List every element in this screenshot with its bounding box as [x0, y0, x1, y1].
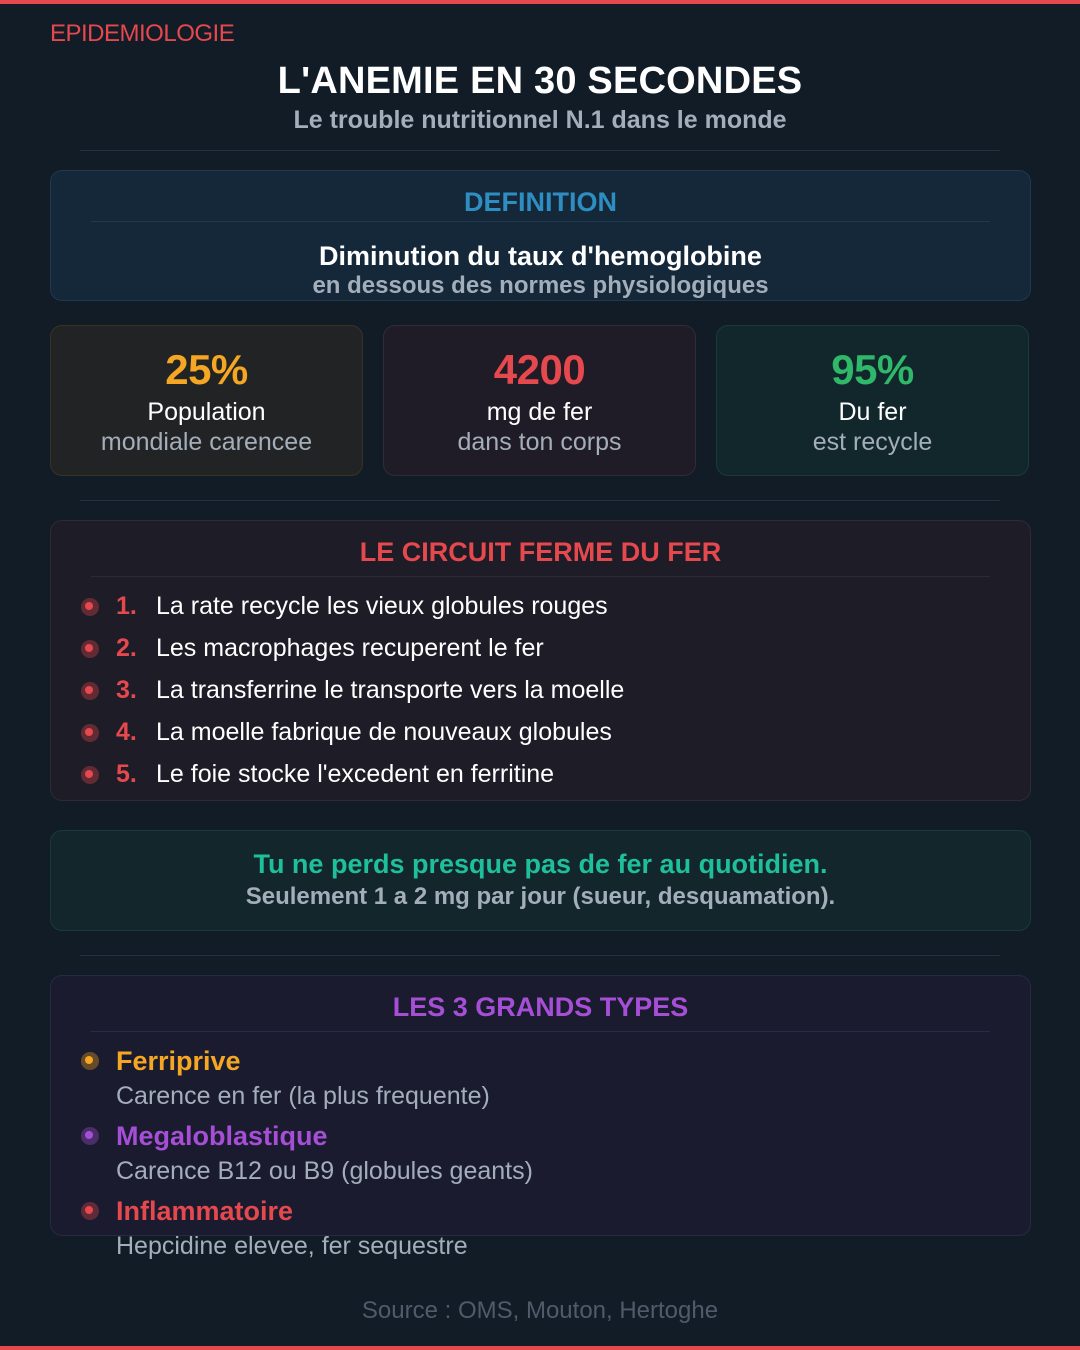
- bullet-dot-icon: [81, 766, 99, 784]
- bullet-dot-icon: [81, 640, 99, 658]
- bottom-accent-bar: [0, 1346, 1080, 1350]
- step-text: La transferrine le transporte vers la moelle: [156, 676, 625, 704]
- step-number: 3.: [116, 676, 137, 704]
- step-text: La moelle fabrique de nouveaux globules: [156, 718, 612, 746]
- stat-card-iron-mg: [383, 325, 696, 476]
- type-description: Carence en fer (la plus frequente): [116, 1082, 490, 1110]
- step-text: La rate recycle les vieux globules rouges: [156, 592, 608, 620]
- definition-card: [50, 170, 1031, 301]
- definition-line-1: Diminution du taux d'hemoglobine: [319, 241, 762, 271]
- step-text: Les macrophages recuperent le fer: [156, 634, 544, 662]
- bullet-dot-icon: [81, 682, 99, 700]
- stat-sublabel: dans ton corps: [457, 428, 622, 456]
- top-accent-bar: [0, 0, 1080, 4]
- circuit-heading: LE CIRCUIT FERME DU FER: [359, 537, 722, 567]
- bullet-dot-icon: [81, 1052, 99, 1070]
- bullet-dot-icon: [81, 1202, 99, 1220]
- iron-circuit-card: [50, 520, 1031, 801]
- step-text: Le foie stocke l'excedent en ferritine: [156, 760, 555, 788]
- stat-card-population: [50, 325, 363, 476]
- step-number: 1.: [116, 592, 137, 620]
- stat-label: Du fer: [838, 398, 907, 426]
- page-title: L'ANEMIE EN 30 SECONDES: [277, 60, 803, 102]
- type-name: Megaloblastique: [116, 1121, 328, 1151]
- anemia-types-card: [50, 975, 1031, 1260]
- stat-value: 25%: [165, 346, 248, 393]
- type-description: Carence B12 ou B9 (globules geants): [116, 1157, 533, 1185]
- divider: [80, 955, 1000, 956]
- stat-label: mg de fer: [486, 398, 593, 426]
- definition-divider: [91, 221, 990, 222]
- stat-sublabel: est recycle: [812, 428, 933, 456]
- stat-card-recycled: [716, 325, 1029, 476]
- bullet-dot-icon: [81, 1127, 99, 1145]
- category-tag: EPIDEMIOLOGIE: [50, 20, 235, 47]
- stat-value: 4200: [493, 346, 586, 393]
- source-credit: Source : OMS, Mouton, Hertoghe: [361, 1297, 719, 1324]
- note-detail: Seulement 1 a 2 mg par jour (sueur, desquamation).: [245, 883, 836, 910]
- divider: [80, 150, 1000, 151]
- definition-heading: DEFINITION: [464, 187, 617, 217]
- step-number: 2.: [116, 634, 137, 662]
- page-subtitle: Le trouble nutritionnel N.1 dans le monde: [293, 106, 787, 134]
- type-name: Ferriprive: [116, 1046, 241, 1076]
- types-divider: [91, 1031, 990, 1032]
- definition-line-2: en dessous des normes physiologiques: [312, 272, 769, 299]
- step-number: 5.: [116, 760, 137, 788]
- bullet-dot-icon: [81, 724, 99, 742]
- step-number: 4.: [116, 718, 137, 746]
- daily-loss-note-card: [50, 830, 1031, 931]
- bullet-dot-icon: [81, 598, 99, 616]
- stat-sublabel: mondiale carencee: [100, 428, 313, 456]
- type-description: Hepcidine elevee, fer sequestre: [116, 1232, 468, 1260]
- stat-value: 95%: [831, 346, 914, 393]
- circuit-divider: [91, 576, 990, 577]
- type-name: Inflammatoire: [116, 1196, 294, 1226]
- types-heading: LES 3 GRANDS TYPES: [392, 992, 689, 1022]
- divider: [80, 500, 1000, 501]
- stat-label: Population: [147, 398, 266, 426]
- note-headline: Tu ne perds presque pas de fer au quotidien.: [253, 849, 828, 879]
